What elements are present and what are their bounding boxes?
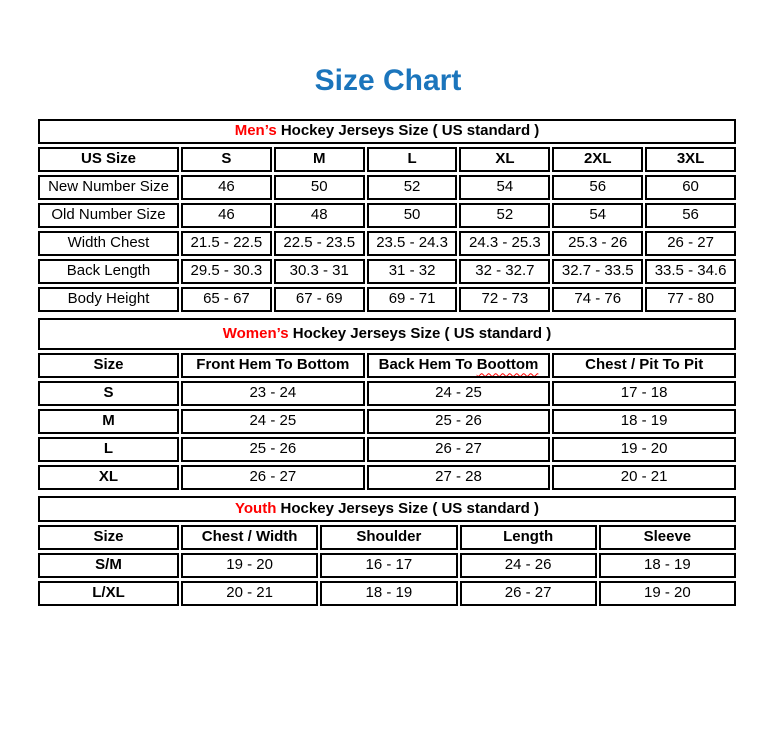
cell: 60 xyxy=(645,175,736,200)
cell: 56 xyxy=(645,203,736,228)
tables-container xyxy=(36,116,738,609)
cell: 52 xyxy=(459,203,550,228)
womens-col-header-back-hem xyxy=(367,353,551,378)
cell: 29.5 - 30.3 xyxy=(181,259,272,284)
row-label: Body Height xyxy=(38,287,179,312)
table-row-women-xl xyxy=(38,465,736,490)
cell: 16 - 17 xyxy=(320,553,457,578)
cell: 46 xyxy=(181,203,272,228)
table-row-body-height xyxy=(38,287,736,312)
back-hem-label-misspelled: Boottom xyxy=(476,356,539,374)
youth-col-header-length: Length xyxy=(460,525,597,550)
cell: 21.5 - 22.5 xyxy=(181,231,272,256)
womens-col-header-size: Size xyxy=(38,353,179,378)
cell: 33.5 - 34.6 xyxy=(645,259,736,284)
cell: 65 - 67 xyxy=(181,287,272,312)
table-row-width-chest xyxy=(38,231,736,256)
row-label: L xyxy=(38,437,179,462)
mens-col-header-m: M xyxy=(274,147,365,172)
page-title: Size Chart xyxy=(314,64,462,97)
table-row-women-l xyxy=(38,437,736,462)
table-row-back-length xyxy=(38,259,736,284)
cell: 67 - 69 xyxy=(274,287,365,312)
cell: 23.5 - 24.3 xyxy=(367,231,458,256)
cell: 77 - 80 xyxy=(645,287,736,312)
youth-section-header-row xyxy=(38,496,736,522)
cell: 19 - 20 xyxy=(181,553,318,578)
row-label: Back Length xyxy=(38,259,179,284)
womens-col-header-chest: Chest / Pit To Pit xyxy=(552,353,736,378)
womens-section-header xyxy=(38,318,736,350)
mens-col-header-l: L xyxy=(367,147,458,172)
womens-section-header-accent: Women’s xyxy=(222,324,289,342)
row-label: XL xyxy=(38,465,179,490)
cell: 24 - 25 xyxy=(181,409,365,434)
womens-section-header-text: Hockey Jerseys Size ( US standard ) xyxy=(288,324,552,342)
row-label: New Number Size xyxy=(38,175,179,200)
youth-size-table xyxy=(36,493,738,609)
cell: 20 - 21 xyxy=(181,581,318,606)
row-label: M xyxy=(38,409,179,434)
youth-column-header-row xyxy=(38,525,736,550)
cell: 50 xyxy=(274,175,365,200)
cell: 24.3 - 25.3 xyxy=(459,231,550,256)
back-hem-label-prefix: Back Hem To xyxy=(378,356,477,374)
mens-col-header-xl: XL xyxy=(459,147,550,172)
cell: 50 xyxy=(367,203,458,228)
cell: 18 - 19 xyxy=(552,409,736,434)
cell: 17 - 18 xyxy=(552,381,736,406)
mens-col-header-3xl: 3XL xyxy=(645,147,736,172)
mens-col-header-s: S xyxy=(181,147,272,172)
cell: 26 - 27 xyxy=(645,231,736,256)
womens-col-header-front-hem: Front Hem To Bottom xyxy=(181,353,365,378)
cell: 23 - 24 xyxy=(181,381,365,406)
cell: 19 - 20 xyxy=(552,437,736,462)
cell: 54 xyxy=(459,175,550,200)
mens-section-header xyxy=(38,119,736,144)
cell: 26 - 27 xyxy=(181,465,365,490)
cell: 27 - 28 xyxy=(367,465,551,490)
cell: 26 - 27 xyxy=(460,581,597,606)
mens-col-header-us-size: US Size xyxy=(38,147,179,172)
cell: 56 xyxy=(552,175,643,200)
cell: 72 - 73 xyxy=(459,287,550,312)
cell: 32.7 - 33.5 xyxy=(552,259,643,284)
womens-column-header-row xyxy=(38,353,736,378)
cell: 31 - 32 xyxy=(367,259,458,284)
mens-size-table xyxy=(36,116,738,315)
table-row-youth-lxl xyxy=(38,581,736,606)
table-row-women-s xyxy=(38,381,736,406)
youth-col-header-chest-width: Chest / Width xyxy=(181,525,318,550)
row-label: L/XL xyxy=(38,581,179,606)
cell: 26 - 27 xyxy=(367,437,551,462)
size-chart-page xyxy=(0,63,776,609)
mens-section-header-accent: Men’s xyxy=(234,122,277,140)
cell: 24 - 25 xyxy=(367,381,551,406)
row-label: S/M xyxy=(38,553,179,578)
cell: 32 - 32.7 xyxy=(459,259,550,284)
mens-section-header-row xyxy=(38,119,736,144)
cell: 46 xyxy=(181,175,272,200)
row-label: S xyxy=(38,381,179,406)
youth-section-header-accent: Youth xyxy=(235,499,277,517)
mens-col-header-2xl: 2XL xyxy=(552,147,643,172)
cell: 74 - 76 xyxy=(552,287,643,312)
cell: 48 xyxy=(274,203,365,228)
cell: 25.3 - 26 xyxy=(552,231,643,256)
table-row-old-number-size xyxy=(38,203,736,228)
cell: 25 - 26 xyxy=(367,409,551,434)
row-label: Width Chest xyxy=(38,231,179,256)
cell: 54 xyxy=(552,203,643,228)
table-row-women-m xyxy=(38,409,736,434)
cell: 22.5 - 23.5 xyxy=(274,231,365,256)
cell: 18 - 19 xyxy=(599,553,736,578)
youth-col-header-size: Size xyxy=(38,525,179,550)
cell: 19 - 20 xyxy=(599,581,736,606)
cell: 30.3 - 31 xyxy=(274,259,365,284)
cell: 52 xyxy=(367,175,458,200)
row-label: Old Number Size xyxy=(38,203,179,228)
youth-col-header-shoulder: Shoulder xyxy=(320,525,457,550)
youth-section-header xyxy=(38,496,736,522)
mens-section-header-text: Hockey Jerseys Size ( US standard ) xyxy=(276,122,540,140)
cell: 18 - 19 xyxy=(320,581,457,606)
womens-section-header-row xyxy=(38,318,736,350)
cell: 25 - 26 xyxy=(181,437,365,462)
cell: 20 - 21 xyxy=(552,465,736,490)
table-row-youth-sm xyxy=(38,553,736,578)
cell: 69 - 71 xyxy=(367,287,458,312)
cell: 24 - 26 xyxy=(460,553,597,578)
mens-column-header-row xyxy=(38,147,736,172)
womens-size-table xyxy=(36,315,738,493)
youth-section-header-text: Hockey Jerseys Size ( US standard ) xyxy=(276,499,539,517)
youth-col-header-sleeve: Sleeve xyxy=(599,525,736,550)
table-row-new-number-size xyxy=(38,175,736,200)
